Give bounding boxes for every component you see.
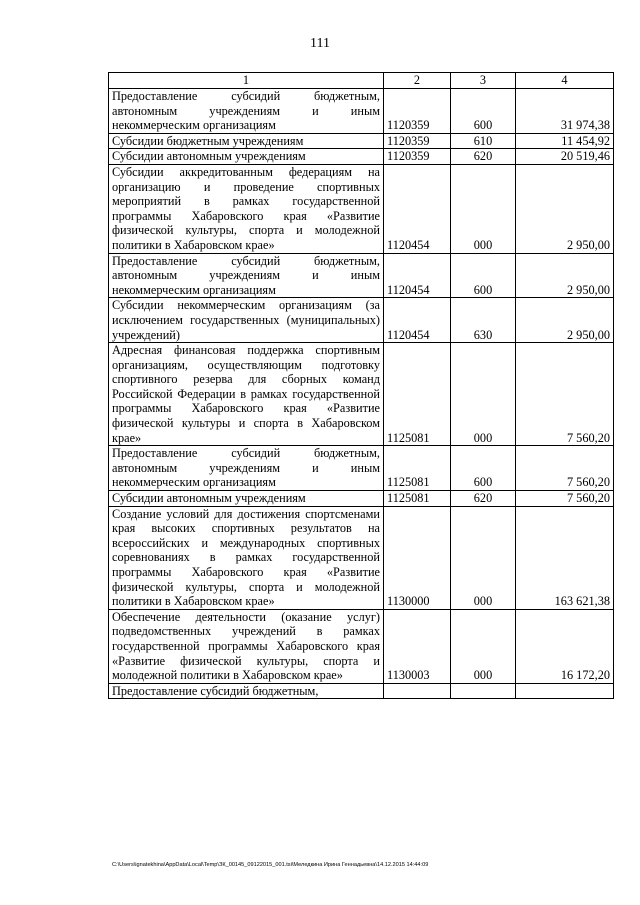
row-name: Предоставление субсидий бюджетным, автономным учреждениям и иным некоммерческим организациям xyxy=(109,253,384,298)
row-expense-type xyxy=(451,683,516,699)
row-target-code: 1120359 xyxy=(384,149,451,165)
row-name: Предоставление субсидий бюджетным, автономным учреждениям и иным некоммерческим организациям xyxy=(109,446,384,491)
row-amount xyxy=(516,683,614,699)
table-row xyxy=(109,253,614,298)
row-expense-type: 600 xyxy=(451,89,516,134)
table-row xyxy=(109,609,614,683)
table-row xyxy=(109,298,614,343)
row-name: Субсидии автономным учреждениям xyxy=(109,149,384,165)
table-row xyxy=(109,506,614,609)
row-target-code: 1120359 xyxy=(384,89,451,134)
row-name: Обеспечение деятельности (оказание услуг) подведомственных учреждений в рамках государственной программы Хабаровского края «Развитие физической культуры, спорта и молодежной политики в Хабаровском крае» xyxy=(109,609,384,683)
row-target-code: 1120454 xyxy=(384,298,451,343)
header-col-1: 1 xyxy=(109,73,384,89)
table-header-row xyxy=(109,73,614,89)
row-name: Субсидии бюджетным учреждениям xyxy=(109,133,384,149)
row-target-code: 1130000 xyxy=(384,506,451,609)
row-name: Субсидии аккредитованным федерациям на организацию и проведение спортивных мероприятий в рамках государственной программы Хабаровского края «Развитие физической культуры, спорта и молодежной политики в Хабаровском крае» xyxy=(109,164,384,253)
row-target-code: 1120454 xyxy=(384,253,451,298)
row-target-code: 1120359 xyxy=(384,133,451,149)
row-amount: 163 621,38 xyxy=(516,506,614,609)
header-col-3: 3 xyxy=(451,73,516,89)
footer-file-path: C:\Users\ignatekhina\AppData\Local\Temp\ЗК_00145_09122015_001.tsi\Меледкина Ирина Геннадьевна\14.12.2015 14:44:09 xyxy=(112,862,429,868)
row-amount: 7 560,20 xyxy=(516,446,614,491)
table-row xyxy=(109,491,614,507)
row-expense-type: 000 xyxy=(451,164,516,253)
row-name: Адресная финансовая поддержка спортивным организациям, осуществляющим подготовку спортивного резерва для сборных команд Российской Федерации в рамках государственной программы Хабаровского края «Развитие физической культуры и спорта в Хабаровском крае» xyxy=(109,343,384,446)
table-row xyxy=(109,683,614,699)
row-name: Создание условий для достижения спортсменами края высоких спортивных результатов на всероссийских и международных спортивных соревнованиях в рамках государственной программы Хабаровского края «Развитие физической культуры, спорта и молодежной политики в Хабаровском крае» xyxy=(109,506,384,609)
row-amount: 7 560,20 xyxy=(516,343,614,446)
row-amount: 20 519,46 xyxy=(516,149,614,165)
table-row xyxy=(109,164,614,253)
row-expense-type: 600 xyxy=(451,253,516,298)
row-name: Предоставление субсидий бюджетным, автономным учреждениям и иным некоммерческим организациям xyxy=(109,89,384,134)
row-expense-type: 600 xyxy=(451,446,516,491)
row-expense-type: 000 xyxy=(451,343,516,446)
row-amount: 2 950,00 xyxy=(516,164,614,253)
header-col-4: 4 xyxy=(516,73,614,89)
row-expense-type: 000 xyxy=(451,506,516,609)
row-expense-type: 620 xyxy=(451,491,516,507)
row-target-code: 1125081 xyxy=(384,446,451,491)
row-expense-type: 000 xyxy=(451,609,516,683)
row-amount: 16 172,20 xyxy=(516,609,614,683)
row-target-code: 1125081 xyxy=(384,491,451,507)
budget-table xyxy=(108,72,614,699)
header-col-2: 2 xyxy=(384,73,451,89)
table-row xyxy=(109,149,614,165)
table-row xyxy=(109,89,614,134)
table-row xyxy=(109,446,614,491)
page-number: 111 xyxy=(310,36,330,51)
row-expense-type: 610 xyxy=(451,133,516,149)
table-row xyxy=(109,343,614,446)
row-amount: 31 974,38 xyxy=(516,89,614,134)
row-name: Предоставление субсидий бюджетным, xyxy=(109,683,384,699)
row-amount: 7 560,20 xyxy=(516,491,614,507)
row-name: Субсидии некоммерческим организациям (за исключением государственных (муниципальных) учреждений) xyxy=(109,298,384,343)
row-target-code xyxy=(384,683,451,699)
row-expense-type: 620 xyxy=(451,149,516,165)
row-name: Субсидии автономным учреждениям xyxy=(109,491,384,507)
row-expense-type: 630 xyxy=(451,298,516,343)
row-amount: 2 950,00 xyxy=(516,298,614,343)
row-amount: 2 950,00 xyxy=(516,253,614,298)
row-amount: 11 454,92 xyxy=(516,133,614,149)
row-target-code: 1130003 xyxy=(384,609,451,683)
row-target-code: 1120454 xyxy=(384,164,451,253)
table-row xyxy=(109,133,614,149)
row-target-code: 1125081 xyxy=(384,343,451,446)
